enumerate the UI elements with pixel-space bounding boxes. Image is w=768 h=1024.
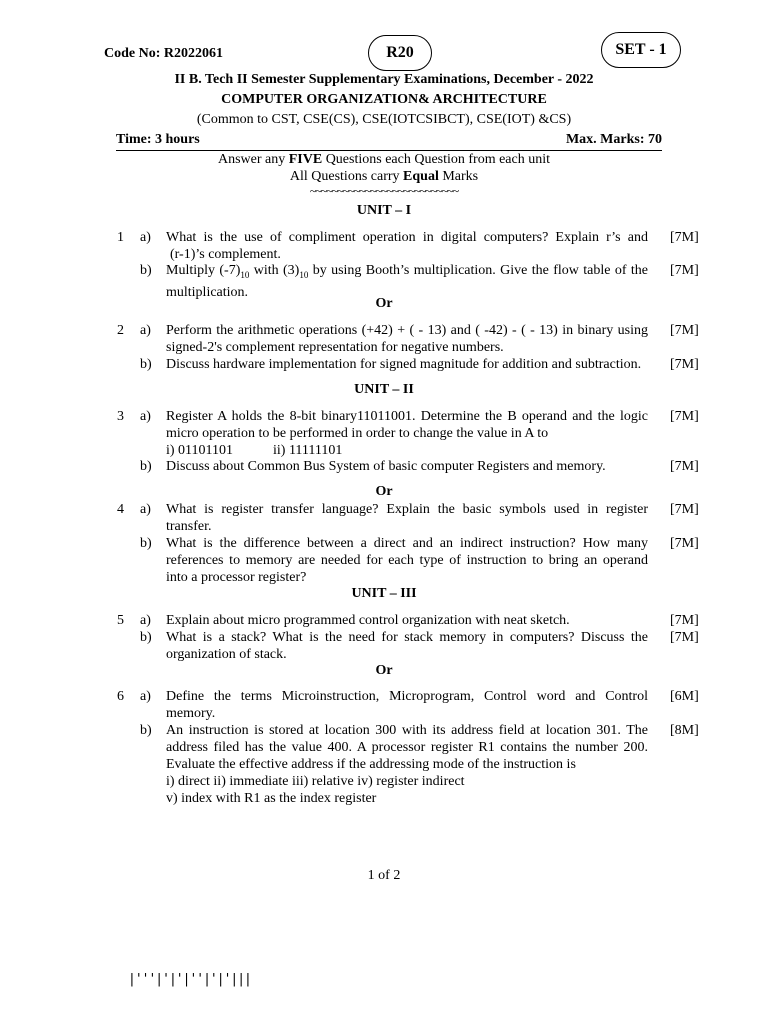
text-line: Explain about micro programmed control organization with neat sketch. <box>166 613 570 628</box>
text-line: signed-2's complement representation for negative numbers. <box>166 340 504 355</box>
or-separator: Or <box>375 484 393 499</box>
marks: [7M] <box>670 502 699 517</box>
common-branches: (Common to CST, CSE(CS), CSE(IOTCSIBCT), CSE(IOT) &CS) <box>196 112 572 127</box>
text-line: What is the difference between a direct and an indirect instruction? How many <box>166 536 648 551</box>
regulation-badge: R20 <box>368 35 432 71</box>
unit-1-heading: UNIT – I <box>356 203 412 218</box>
question-text <box>166 688 648 722</box>
text-line: What is a stack? What is the need for stack memory in computers? Discuss the <box>166 630 648 645</box>
text-line: Discuss about Common Bus System of basic computer Registers and memory. <box>166 459 606 474</box>
option-ii: ii) 11111101 <box>273 443 343 458</box>
time-label: Time: 3 hours <box>116 132 200 147</box>
question-number: 2 <box>117 323 124 338</box>
instruction-line-2 <box>0 169 768 185</box>
subscript: 10 <box>299 269 309 280</box>
question-part: b) <box>140 357 152 372</box>
or-separator: Or <box>375 296 393 311</box>
marks: [7M] <box>670 409 699 424</box>
question-part: b) <box>140 459 152 474</box>
time-marks-row <box>116 130 662 151</box>
question-text <box>166 356 648 373</box>
question-number: 6 <box>117 689 124 704</box>
text-line: multiplication. <box>166 284 249 300</box>
text-line: Evaluate the effective address if the addressing mode of the instruction is <box>166 757 576 772</box>
question-part: a) <box>140 502 151 517</box>
question-text <box>166 262 648 301</box>
text-line: Define the terms Microinstruction, Microprogram, Control word and Control <box>166 689 648 704</box>
marks: [7M] <box>670 230 699 245</box>
question-part: b) <box>140 630 152 645</box>
text-line: micro operation to be performed in order to change the value in A to <box>166 426 549 441</box>
subscript: 10 <box>240 269 250 280</box>
marks: [7M] <box>670 357 699 372</box>
text-fragment: by using Booth’s multiplication. Give the flow table of the <box>308 263 648 278</box>
question-text <box>166 612 648 629</box>
instr-bold: Equal <box>403 169 439 184</box>
text-line: memory. <box>166 706 216 721</box>
question-number: 4 <box>117 502 124 517</box>
text-line: (r-1)’s complement. <box>170 247 281 262</box>
question-text <box>166 229 648 263</box>
header <box>0 32 768 72</box>
unit-3-heading: UNIT – III <box>351 586 417 601</box>
marks: [6M] <box>670 689 699 704</box>
max-marks-label: Max. Marks: 70 <box>565 132 662 147</box>
instr-text: Marks <box>438 169 479 184</box>
marks: [7M] <box>670 613 699 628</box>
text-line: into a processor register? <box>166 570 307 585</box>
text-fragment: with (3) <box>249 263 300 278</box>
question-text <box>166 458 648 475</box>
subject-title: COMPUTER ORGANIZATION& ARCHITECTURE <box>221 92 547 107</box>
marks: [8M] <box>670 723 699 738</box>
question-part: a) <box>140 689 151 704</box>
question-number: 1 <box>117 230 124 245</box>
question-text <box>166 535 648 586</box>
question-text <box>166 408 648 459</box>
text-line <box>166 262 648 284</box>
question-part: a) <box>140 409 151 424</box>
separator: ~~~~~~~~~~~~~~~~~~~~~~~~~~~ <box>309 184 459 198</box>
instr-text: Answer any <box>217 152 289 167</box>
text-line: transfer. <box>166 519 212 534</box>
or-separator: Or <box>375 663 393 678</box>
question-text <box>166 629 648 663</box>
set-badge: SET - 1 <box>601 32 681 68</box>
text-line: i) direct ii) immediate iii) relative iv) register indirect <box>166 774 465 789</box>
question-text <box>166 722 648 807</box>
text-fragment: Multiply (-7) <box>166 263 241 278</box>
barcode: |'''|'|'|''|'|'||| <box>128 972 251 987</box>
option-i: i) 01101101 <box>166 443 234 458</box>
text-line <box>166 442 648 459</box>
text-line: organization of stack. <box>166 647 287 662</box>
text-line: Perform the arithmetic operations (+42) + ( - 13) and ( -42) - ( - 13) in binary using <box>166 323 648 338</box>
instr-text: Questions each Question from each unit <box>322 152 551 167</box>
question-number: 3 <box>117 409 124 424</box>
text-line: What is the use of compliment operation in digital computers? Explain r’s and <box>166 230 648 245</box>
text-line: Discuss hardware implementation for signed magnitude for addition and subtraction. <box>166 357 642 372</box>
code-number: Code No: R2022061 <box>104 46 223 61</box>
question-text <box>166 501 648 535</box>
marks: [7M] <box>670 536 699 551</box>
text-line: address filed has the value 400. A processor register R1 contains the number 200. <box>166 740 648 755</box>
text-line: references to memory are needed for each type of instruction to bring an operand <box>166 553 648 568</box>
exam-title: II B. Tech II Semester Supplementary Examinations, December - 2022 <box>174 72 594 87</box>
text-line: Register A holds the 8-bit binary11011001. Determine the B operand and the logic <box>166 409 648 424</box>
question-text <box>166 322 648 356</box>
text-line: An instruction is stored at location 300 with its address field at location 301. The <box>166 723 648 738</box>
instruction-line-1 <box>0 152 768 168</box>
text-line: What is register transfer language? Explain the basic symbols used in register <box>166 502 648 517</box>
question-part: a) <box>140 323 151 338</box>
question-part: b) <box>140 536 152 551</box>
instr-text: All Questions carry <box>289 169 404 184</box>
marks: [7M] <box>670 459 699 474</box>
question-part: a) <box>140 613 151 628</box>
question-part: b) <box>140 723 152 738</box>
instr-bold: FIVE <box>288 152 323 167</box>
question-part: b) <box>140 263 152 278</box>
question-number: 5 <box>117 613 124 628</box>
text-line: v) index with R1 as the index register <box>166 791 377 806</box>
marks: [7M] <box>670 263 699 278</box>
marks: [7M] <box>670 630 699 645</box>
unit-2-heading: UNIT – II <box>354 382 414 397</box>
page-number: 1 of 2 <box>367 868 401 883</box>
marks: [7M] <box>670 323 699 338</box>
question-part: a) <box>140 230 151 245</box>
